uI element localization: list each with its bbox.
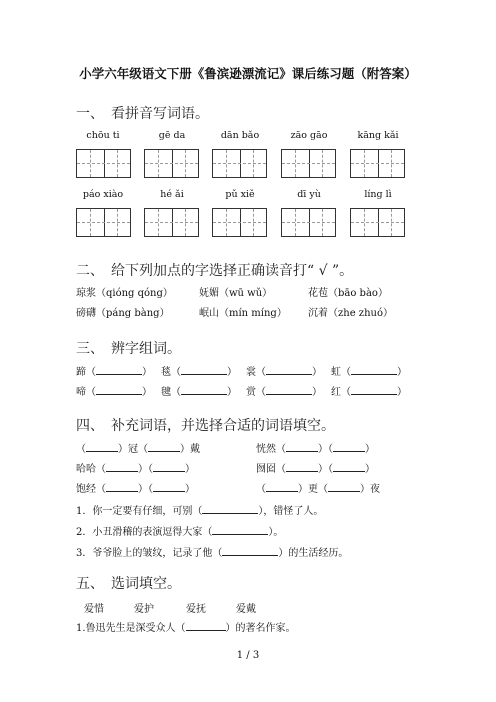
section-3-heading: 三、 辨字组词。 bbox=[76, 341, 181, 357]
writing-box[interactable] bbox=[76, 208, 131, 237]
writing-box[interactable] bbox=[76, 149, 131, 178]
character: 蹄 bbox=[76, 367, 86, 378]
reading-choice[interactable]: 岷山（mín míng） bbox=[199, 308, 287, 319]
pinyin: gē da bbox=[158, 130, 186, 141]
writing-box[interactable] bbox=[281, 149, 336, 178]
document-title: 小学六年级语文下册《鲁滨逊漂流记》课后练习题（附答案） bbox=[79, 66, 417, 81]
answer-blank[interactable] bbox=[86, 442, 118, 452]
xuanci-question-1: 1.鲁迅先生是深受众人（ ）的著名作家。 bbox=[76, 623, 296, 634]
word-option: 爱戴 bbox=[236, 604, 256, 615]
word-option: 爱护 bbox=[134, 604, 154, 615]
character: 毽 bbox=[161, 387, 171, 398]
section-1-heading: 一、 看拼音写词语。 bbox=[76, 106, 209, 122]
word-part: 戴 bbox=[190, 444, 200, 455]
character: 裳 bbox=[246, 367, 256, 378]
pinyin-row-2 bbox=[76, 189, 406, 203]
page-number: 1 / 3 bbox=[236, 650, 260, 661]
answer-blank[interactable] bbox=[286, 462, 318, 472]
answer-blank[interactable] bbox=[333, 462, 365, 472]
pinyin: chōu ti bbox=[86, 130, 120, 141]
reading-choice[interactable]: 妩媚（wū wǔ） bbox=[199, 288, 273, 299]
pinyin: dī yù bbox=[297, 189, 321, 200]
pinyin: pǔ xiě bbox=[225, 189, 255, 200]
answer-blank[interactable] bbox=[153, 462, 185, 472]
pinyin: hé ǎi bbox=[160, 189, 184, 200]
bianzi-item: 虹（ ） bbox=[331, 367, 407, 378]
answer-blank[interactable] bbox=[351, 385, 397, 395]
section-4-heading: 四、 补充词语，并选择合适的词语填空。 bbox=[76, 418, 335, 434]
writing-box[interactable] bbox=[350, 149, 405, 178]
answer-blank[interactable] bbox=[186, 621, 226, 631]
answer-blank[interactable] bbox=[96, 385, 142, 395]
word-part: 饱经 bbox=[76, 484, 96, 495]
answer-blank[interactable] bbox=[328, 482, 360, 492]
bianzi-item: 裳（ ） bbox=[246, 367, 322, 378]
answer-blank[interactable] bbox=[106, 462, 138, 472]
document-page: 小学六年级语文下册《鲁滨逊漂流记》课后练习题（附答案） 一、 看拼音写词语。 chōu ti gē da dān bǎo zāo gāo kāng kǎi páo xiào hé ǎi pǔ xiě dī yù líng lì 二、 给下列加点的字选择正确读音打“ √ ”。 琼浆（qióng qóng） 妩媚（wū wǔ） 花苞（bāo bào） 磅礴（páng bàng） 岷山（mín míng） 沉着（zhe zhuó） 三、 辨字组词。 蹄（ ） 毯（ ） 裳（ ） 虹（ ） 啼（ ） 毽（ ） 赏（ ） 红（ ） 四、 补充词语，并选择合适的词语填空。 （ ）冠（ ）戴 恍然（ ）（ ） 哈哈（ ）（ ） 囫囵（ ）（ ） 饱经（ ）（ ） （ ）更（ ）夜 1．你一定要有仔细，可别（ ），错怪了人。 2．小丑滑稽的表演逗得大家（ ）。 3．爷爷脸上的皱纹，记录了他（ ）的生活经历。 五、 选词填空。 爱惜 爱护 爱抚 爱戴 1.鲁迅先生是深受众人（ ）的著名作家。 1 / 3 bbox=[0, 0, 496, 702]
buchong-question-2: 2．小丑滑稽的表演逗得大家（ ）。 bbox=[76, 527, 284, 538]
writing-box[interactable] bbox=[281, 208, 336, 237]
answer-blank[interactable] bbox=[286, 442, 318, 452]
bianzi-item: 红（ ） bbox=[331, 387, 407, 398]
pinyin: líng lì bbox=[364, 189, 392, 200]
bianzi-item: 毽（ ） bbox=[161, 387, 237, 398]
character: 赏 bbox=[246, 387, 256, 398]
reading-choice[interactable]: 沉着（zhe zhuó） bbox=[308, 308, 393, 319]
answer-blank[interactable] bbox=[202, 504, 258, 514]
answer-blank[interactable] bbox=[222, 546, 278, 556]
character: 毯 bbox=[161, 367, 171, 378]
reading-choice[interactable]: 磅礴（páng bàng） bbox=[76, 308, 170, 319]
word-part: 哈哈 bbox=[76, 464, 96, 475]
answer-blank[interactable] bbox=[333, 442, 365, 452]
word-part: 冠 bbox=[128, 444, 138, 455]
word-part: 夜 bbox=[370, 484, 380, 495]
writing-box[interactable] bbox=[350, 208, 405, 237]
character: 啼 bbox=[76, 387, 86, 398]
character: 虹 bbox=[331, 367, 341, 378]
word-part: 囫囵 bbox=[256, 464, 276, 475]
section-2-heading: 二、 给下列加点的字选择正确读音打“ √ ”。 bbox=[76, 263, 354, 279]
bianzi-item: 啼（ ） bbox=[76, 387, 152, 398]
word-part: 更 bbox=[308, 484, 318, 495]
pinyin: kāng kǎi bbox=[357, 130, 399, 141]
bianzi-item: 蹄（ ） bbox=[76, 367, 152, 378]
answer-blank[interactable] bbox=[266, 482, 298, 492]
character: 红 bbox=[331, 387, 341, 398]
answer-blank[interactable] bbox=[148, 442, 180, 452]
answer-blank[interactable] bbox=[351, 365, 397, 375]
bianzi-item: 赏（ ） bbox=[246, 387, 322, 398]
answer-blank[interactable] bbox=[153, 482, 185, 492]
writing-box[interactable] bbox=[212, 149, 267, 178]
buchong-question-1: 1．你一定要有仔细，可别（ ），错怪了人。 bbox=[76, 506, 324, 517]
answer-blank[interactable] bbox=[266, 365, 312, 375]
answer-blank[interactable] bbox=[181, 385, 227, 395]
reading-choice[interactable]: 花苞（bāo bào） bbox=[308, 288, 388, 299]
pinyin: zāo gāo bbox=[290, 130, 328, 141]
word-option: 爱抚 bbox=[186, 604, 206, 615]
answer-blank[interactable] bbox=[212, 525, 268, 535]
writing-box[interactable] bbox=[144, 208, 199, 237]
pinyin-row-1 bbox=[76, 130, 406, 144]
answer-blank[interactable] bbox=[96, 365, 142, 375]
section-5-heading: 五、 选词填空。 bbox=[76, 576, 181, 592]
word-option: 爱惜 bbox=[84, 604, 104, 615]
pinyin: páo xiào bbox=[82, 189, 124, 200]
writing-box[interactable] bbox=[144, 149, 199, 178]
answer-blank[interactable] bbox=[266, 385, 312, 395]
reading-choice[interactable]: 琼浆（qióng qóng） bbox=[76, 288, 173, 299]
writing-box[interactable] bbox=[212, 208, 267, 237]
answer-blank[interactable] bbox=[106, 482, 138, 492]
word-part: 恍然 bbox=[256, 444, 276, 455]
buchong-question-3: 3．爷爷脸上的皱纹，记录了他（ ）的生活经历。 bbox=[76, 548, 349, 559]
bianzi-item: 毯（ ） bbox=[161, 367, 237, 378]
pinyin: dān bǎo bbox=[220, 130, 260, 141]
answer-blank[interactable] bbox=[181, 365, 227, 375]
